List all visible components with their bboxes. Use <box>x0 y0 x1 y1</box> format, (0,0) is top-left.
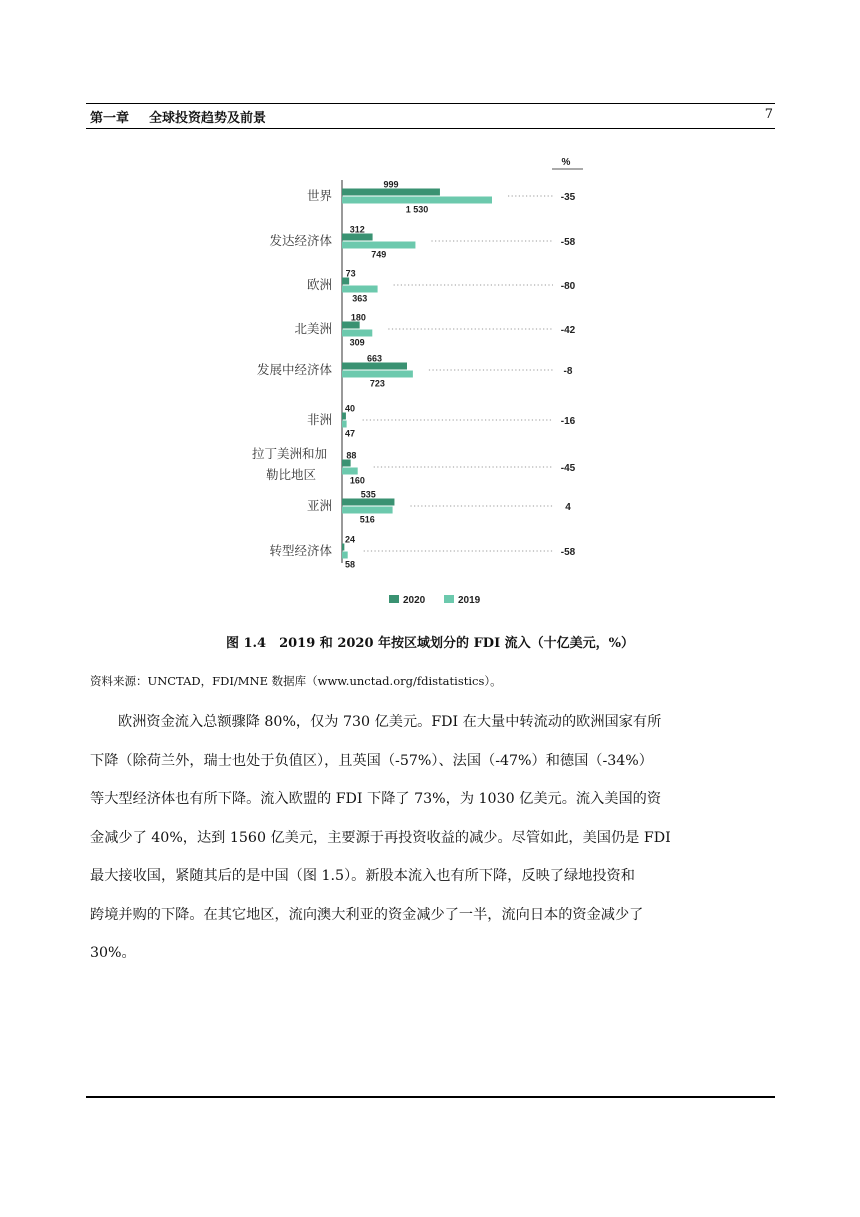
body-line: 金减少了 40%，达到 1560 亿美元，主要源于再投资收益的减少。尽管如此，美国仍是 FDI <box>90 829 671 846</box>
value-label-2020: 73 <box>345 268 356 279</box>
legend-swatch-2019 <box>444 595 454 603</box>
body-line: 30%。 <box>90 945 136 961</box>
category-label-line: 转型经济体 <box>269 543 332 558</box>
pct-change-label: -16 <box>560 416 576 427</box>
value-label-2020: 999 <box>383 179 399 190</box>
category-label-line: 发展中经济体 <box>256 362 332 377</box>
pct-change-label: -42 <box>560 325 576 336</box>
value-label-2019: 516 <box>359 514 375 525</box>
category-label-line: 发达经济体 <box>269 233 332 248</box>
bar-2020 <box>342 544 344 551</box>
bar-2019 <box>342 197 492 204</box>
value-label-2019: 1 530 <box>405 204 429 215</box>
value-label-2019: 309 <box>349 337 365 348</box>
category-label <box>307 277 332 292</box>
bar-2020 <box>342 499 394 506</box>
category-label <box>269 233 332 248</box>
footer-rule <box>86 1096 775 1098</box>
bar-2019 <box>342 421 347 428</box>
body-line: 最大接收国，紧随其后的是中国（图 1.5）。新股本流入也有所下降，反映了绿地投资和 <box>90 868 635 884</box>
value-label-2020: 88 <box>346 450 357 461</box>
bar-2020 <box>342 234 373 241</box>
bar-2020 <box>342 460 351 467</box>
value-label-2020: 535 <box>360 489 376 500</box>
pct-change-label: -58 <box>560 237 576 248</box>
value-label-2020: 312 <box>349 224 365 235</box>
body-line: 下降（除荷兰外，瑞士也处于负值区），且英国（-57%）、法国（-47%）和德国（-34%） <box>90 752 653 769</box>
body-paragraph <box>90 703 770 973</box>
category-label <box>307 188 333 203</box>
category-label <box>307 498 332 513</box>
category-label-line: 勒比地区 <box>266 467 317 482</box>
category-label-line: 拉丁美洲和加 <box>252 446 328 461</box>
body-line: 跨境并购的下降。在其它地区，流向澳大利亚的资金减少了一半，流向日本的资金减少了 <box>90 906 644 923</box>
bar-2020 <box>342 189 440 196</box>
legend-swatch-2020 <box>389 595 399 603</box>
bar-2020 <box>342 278 349 285</box>
pct-change-label: -35 <box>560 192 576 203</box>
category-label-line: 亚洲 <box>306 498 332 513</box>
bar-2019 <box>342 468 358 475</box>
bar-2019 <box>342 507 393 514</box>
source-note: 资料来源：UNCTAD，FDI/MNE 数据库（www.unctad.org/fdistatistics）。 <box>90 674 502 688</box>
value-label-2019: 47 <box>345 428 356 439</box>
legend-label-2019: 2019 <box>458 595 481 606</box>
page-number: 7 <box>764 107 773 122</box>
bar-2019 <box>342 371 413 378</box>
bar-2020 <box>342 322 360 329</box>
category-label <box>252 446 327 482</box>
pct-change-label: -8 <box>563 366 573 377</box>
bar-2019 <box>342 330 372 337</box>
category-label-line: 非洲 <box>306 412 332 427</box>
chapter-title: 全球投资趋势及前景 <box>149 111 267 126</box>
bar-2019 <box>342 242 415 249</box>
bar-2019 <box>342 286 378 293</box>
bar-2019 <box>342 552 348 559</box>
pct-change-label: 4 <box>565 502 571 513</box>
value-label-2019: 363 <box>352 293 368 304</box>
category-label-line: 北美洲 <box>294 321 332 336</box>
pct-change-label: -80 <box>560 281 576 292</box>
value-label-2019: 749 <box>371 249 387 260</box>
category-label-line: 世界 <box>306 188 332 203</box>
category-label <box>307 412 332 427</box>
figure-caption: 图 1.4 2019 和 2020 年按区域划分的 FDI 流入（十亿美元，%） <box>225 636 635 651</box>
pct-header: % <box>561 157 571 168</box>
category-label <box>257 362 333 377</box>
category-label <box>269 543 332 558</box>
value-label-2019: 723 <box>369 378 385 389</box>
value-label-2019: 58 <box>345 559 356 570</box>
body-line: 欧洲资金流入总额骤降 80%，仅为 730 亿美元。FDI 在大量中转流动的欧洲国家有所 <box>118 714 662 730</box>
value-label-2020: 24 <box>345 534 356 545</box>
pct-change-label: -58 <box>560 547 576 558</box>
value-label-2020: 663 <box>366 353 383 364</box>
body-line: 等大型经济体也有所下降。流入欧盟的 FDI 下降了 73%，为 1030 亿美元。流入美国的资 <box>90 791 662 807</box>
pct-change-label: -45 <box>560 463 576 474</box>
legend-label-2020: 2020 <box>403 595 426 606</box>
value-label-2020: 180 <box>350 312 366 323</box>
value-label-2020: 40 <box>345 403 356 414</box>
value-label-2019: 160 <box>349 475 365 486</box>
bar-2020 <box>342 413 346 420</box>
category-label <box>294 321 332 336</box>
chapter-label: 第一章 <box>90 111 130 126</box>
category-label-line: 欧洲 <box>306 277 332 292</box>
bar-2020 <box>342 363 407 370</box>
